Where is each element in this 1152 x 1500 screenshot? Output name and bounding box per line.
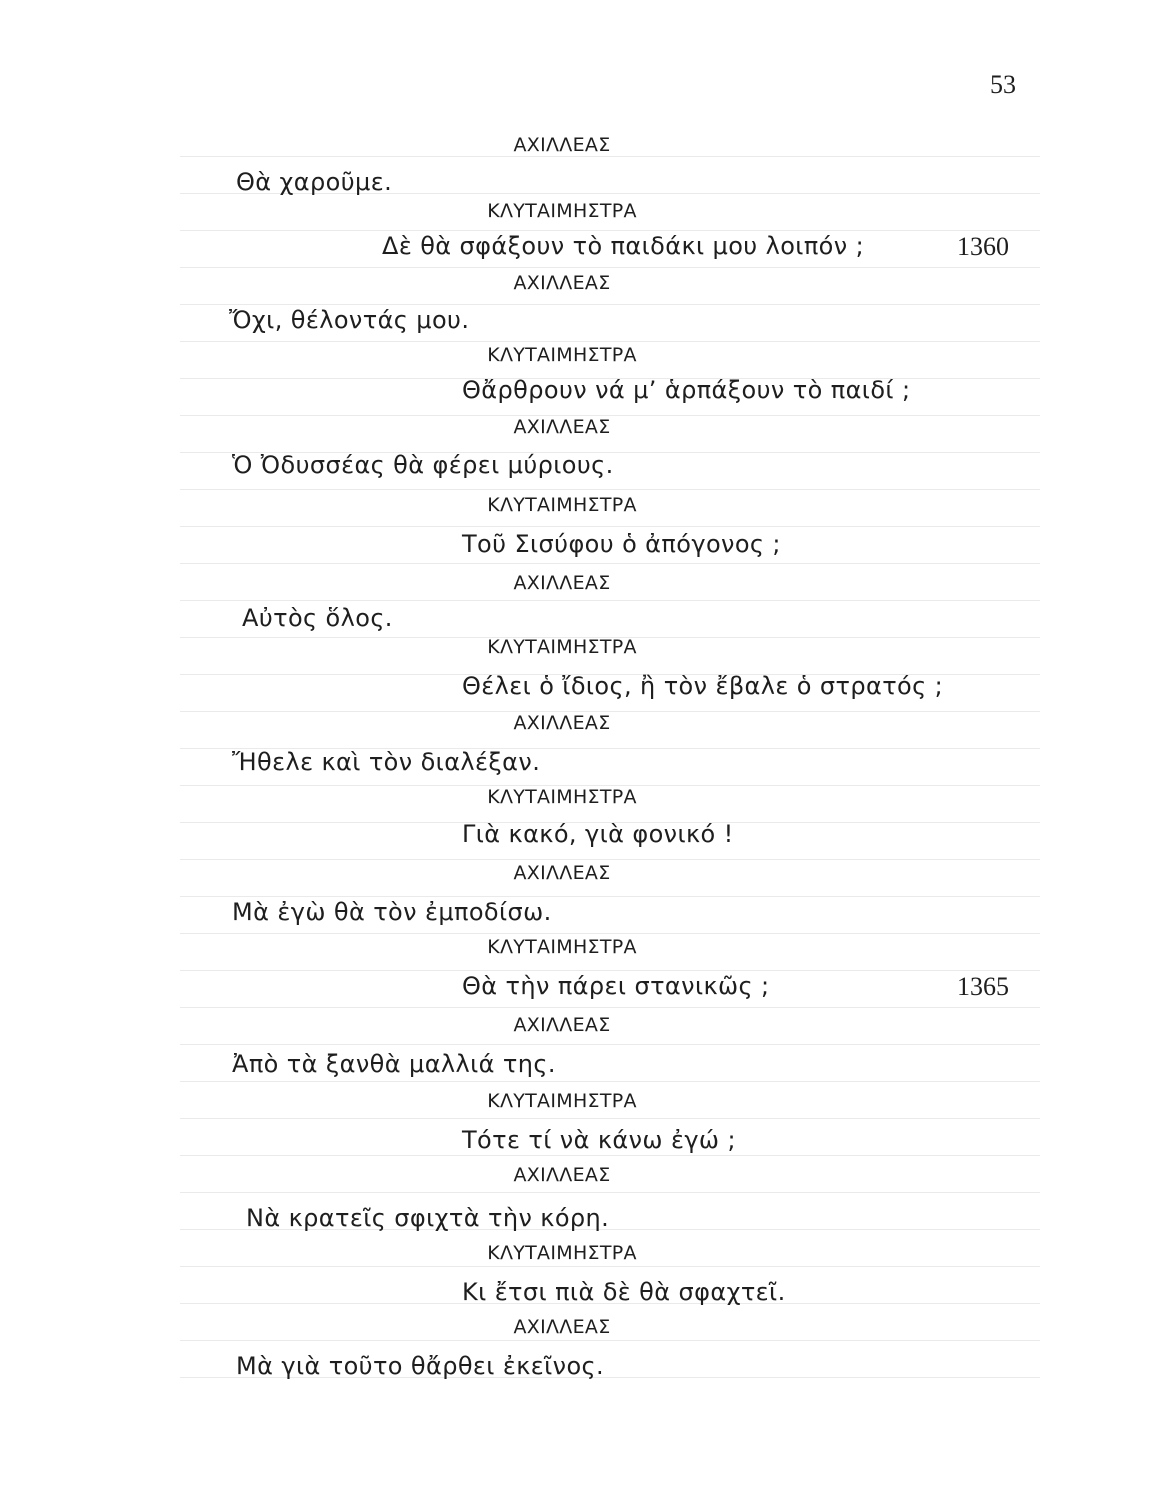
verse-line: Αὐτὸς ὅλος. xyxy=(242,604,393,632)
speaker-label: ΑΧΙΛΛΕΑΣ xyxy=(513,134,611,156)
speaker-label: ΚΛΥΤΑΙΜΗΣΤΡΑ xyxy=(487,1090,637,1112)
speaker-label: ΚΛΥΤΑΙΜΗΣΤΡΑ xyxy=(487,1242,637,1264)
speaker-label: ΚΛΥΤΑΙΜΗΣΤΡΑ xyxy=(487,494,637,516)
verse-line: Ἤθελε καὶ τὸν διαλέξαν. xyxy=(232,748,541,776)
speaker-label: ΑΧΙΛΛΕΑΣ xyxy=(513,416,611,438)
verse-line: Μὰ γιὰ τοῦτο θἄρθει ἐκεῖνος. xyxy=(236,1352,605,1380)
line-number: 1360 xyxy=(957,232,1009,261)
verse-line: Κι ἔτσι πιὰ δὲ θὰ σφαχτεῖ. xyxy=(462,1278,786,1306)
verse-line: Θἄρθρουν νά μ’ ἁρπάξουν τὸ παιδί ; xyxy=(462,376,911,404)
speaker-label: ΑΧΙΛΛΕΑΣ xyxy=(513,712,611,734)
verse-line: Τοῦ Σισύφου ὁ ἀπόγονος ; xyxy=(462,530,781,558)
verse-line: Ἀπὸ τὰ ξανθὰ μαλλιά της. xyxy=(232,1050,556,1078)
speaker-label: ΑΧΙΛΛΕΑΣ xyxy=(513,1164,611,1186)
line-number: 1365 xyxy=(957,972,1009,1001)
verse-line: Θέλει ὁ ἴδιος, ἢ τὸν ἔβαλε ὁ στρατός ; xyxy=(462,672,944,700)
speaker-label: ΑΧΙΛΛΕΑΣ xyxy=(513,272,611,294)
page-number: 53 xyxy=(990,70,1016,99)
verse-line: Μὰ ἐγὼ θὰ τὸν ἐμποδίσω. xyxy=(232,898,552,926)
verse-line: Νὰ κρατεῖς σφιχτὰ τὴν κόρη. xyxy=(246,1204,610,1232)
verse-line: Τότε τί νὰ κάνω ἐγώ ; xyxy=(462,1126,736,1154)
speaker-label: ΚΛΥΤΑΙΜΗΣΤΡΑ xyxy=(487,344,637,366)
speaker-label: ΚΛΥΤΑΙΜΗΣΤΡΑ xyxy=(487,200,637,222)
speaker-label: ΑΧΙΛΛΕΑΣ xyxy=(513,1316,611,1338)
verse-line: Δὲ θὰ σφάξουν τὸ παιδάκι μου λοιπόν ; xyxy=(382,232,865,260)
verse-line: Γιὰ κακό, γιὰ φονικό ! xyxy=(462,820,734,848)
verse-line: Θὰ χαροῦμε. xyxy=(236,168,393,196)
verse-line: Ὁ Ὀδυσσέας θὰ φέρει μύριους. xyxy=(232,451,614,479)
verse-line: Ὄχι, θέλοντάς μου. xyxy=(229,306,470,334)
speaker-label: ΚΛΥΤΑΙΜΗΣΤΡΑ xyxy=(487,636,637,658)
speaker-label: ΑΧΙΛΛΕΑΣ xyxy=(513,1014,611,1036)
speaker-label: ΑΧΙΛΛΕΑΣ xyxy=(513,862,611,884)
verse-line: Θὰ τὴν πάρει στανικῶς ; xyxy=(462,972,770,1000)
speaker-label: ΑΧΙΛΛΕΑΣ xyxy=(513,572,611,594)
speaker-label: ΚΛΥΤΑΙΜΗΣΤΡΑ xyxy=(487,786,637,808)
speaker-label: ΚΛΥΤΑΙΜΗΣΤΡΑ xyxy=(487,936,637,958)
